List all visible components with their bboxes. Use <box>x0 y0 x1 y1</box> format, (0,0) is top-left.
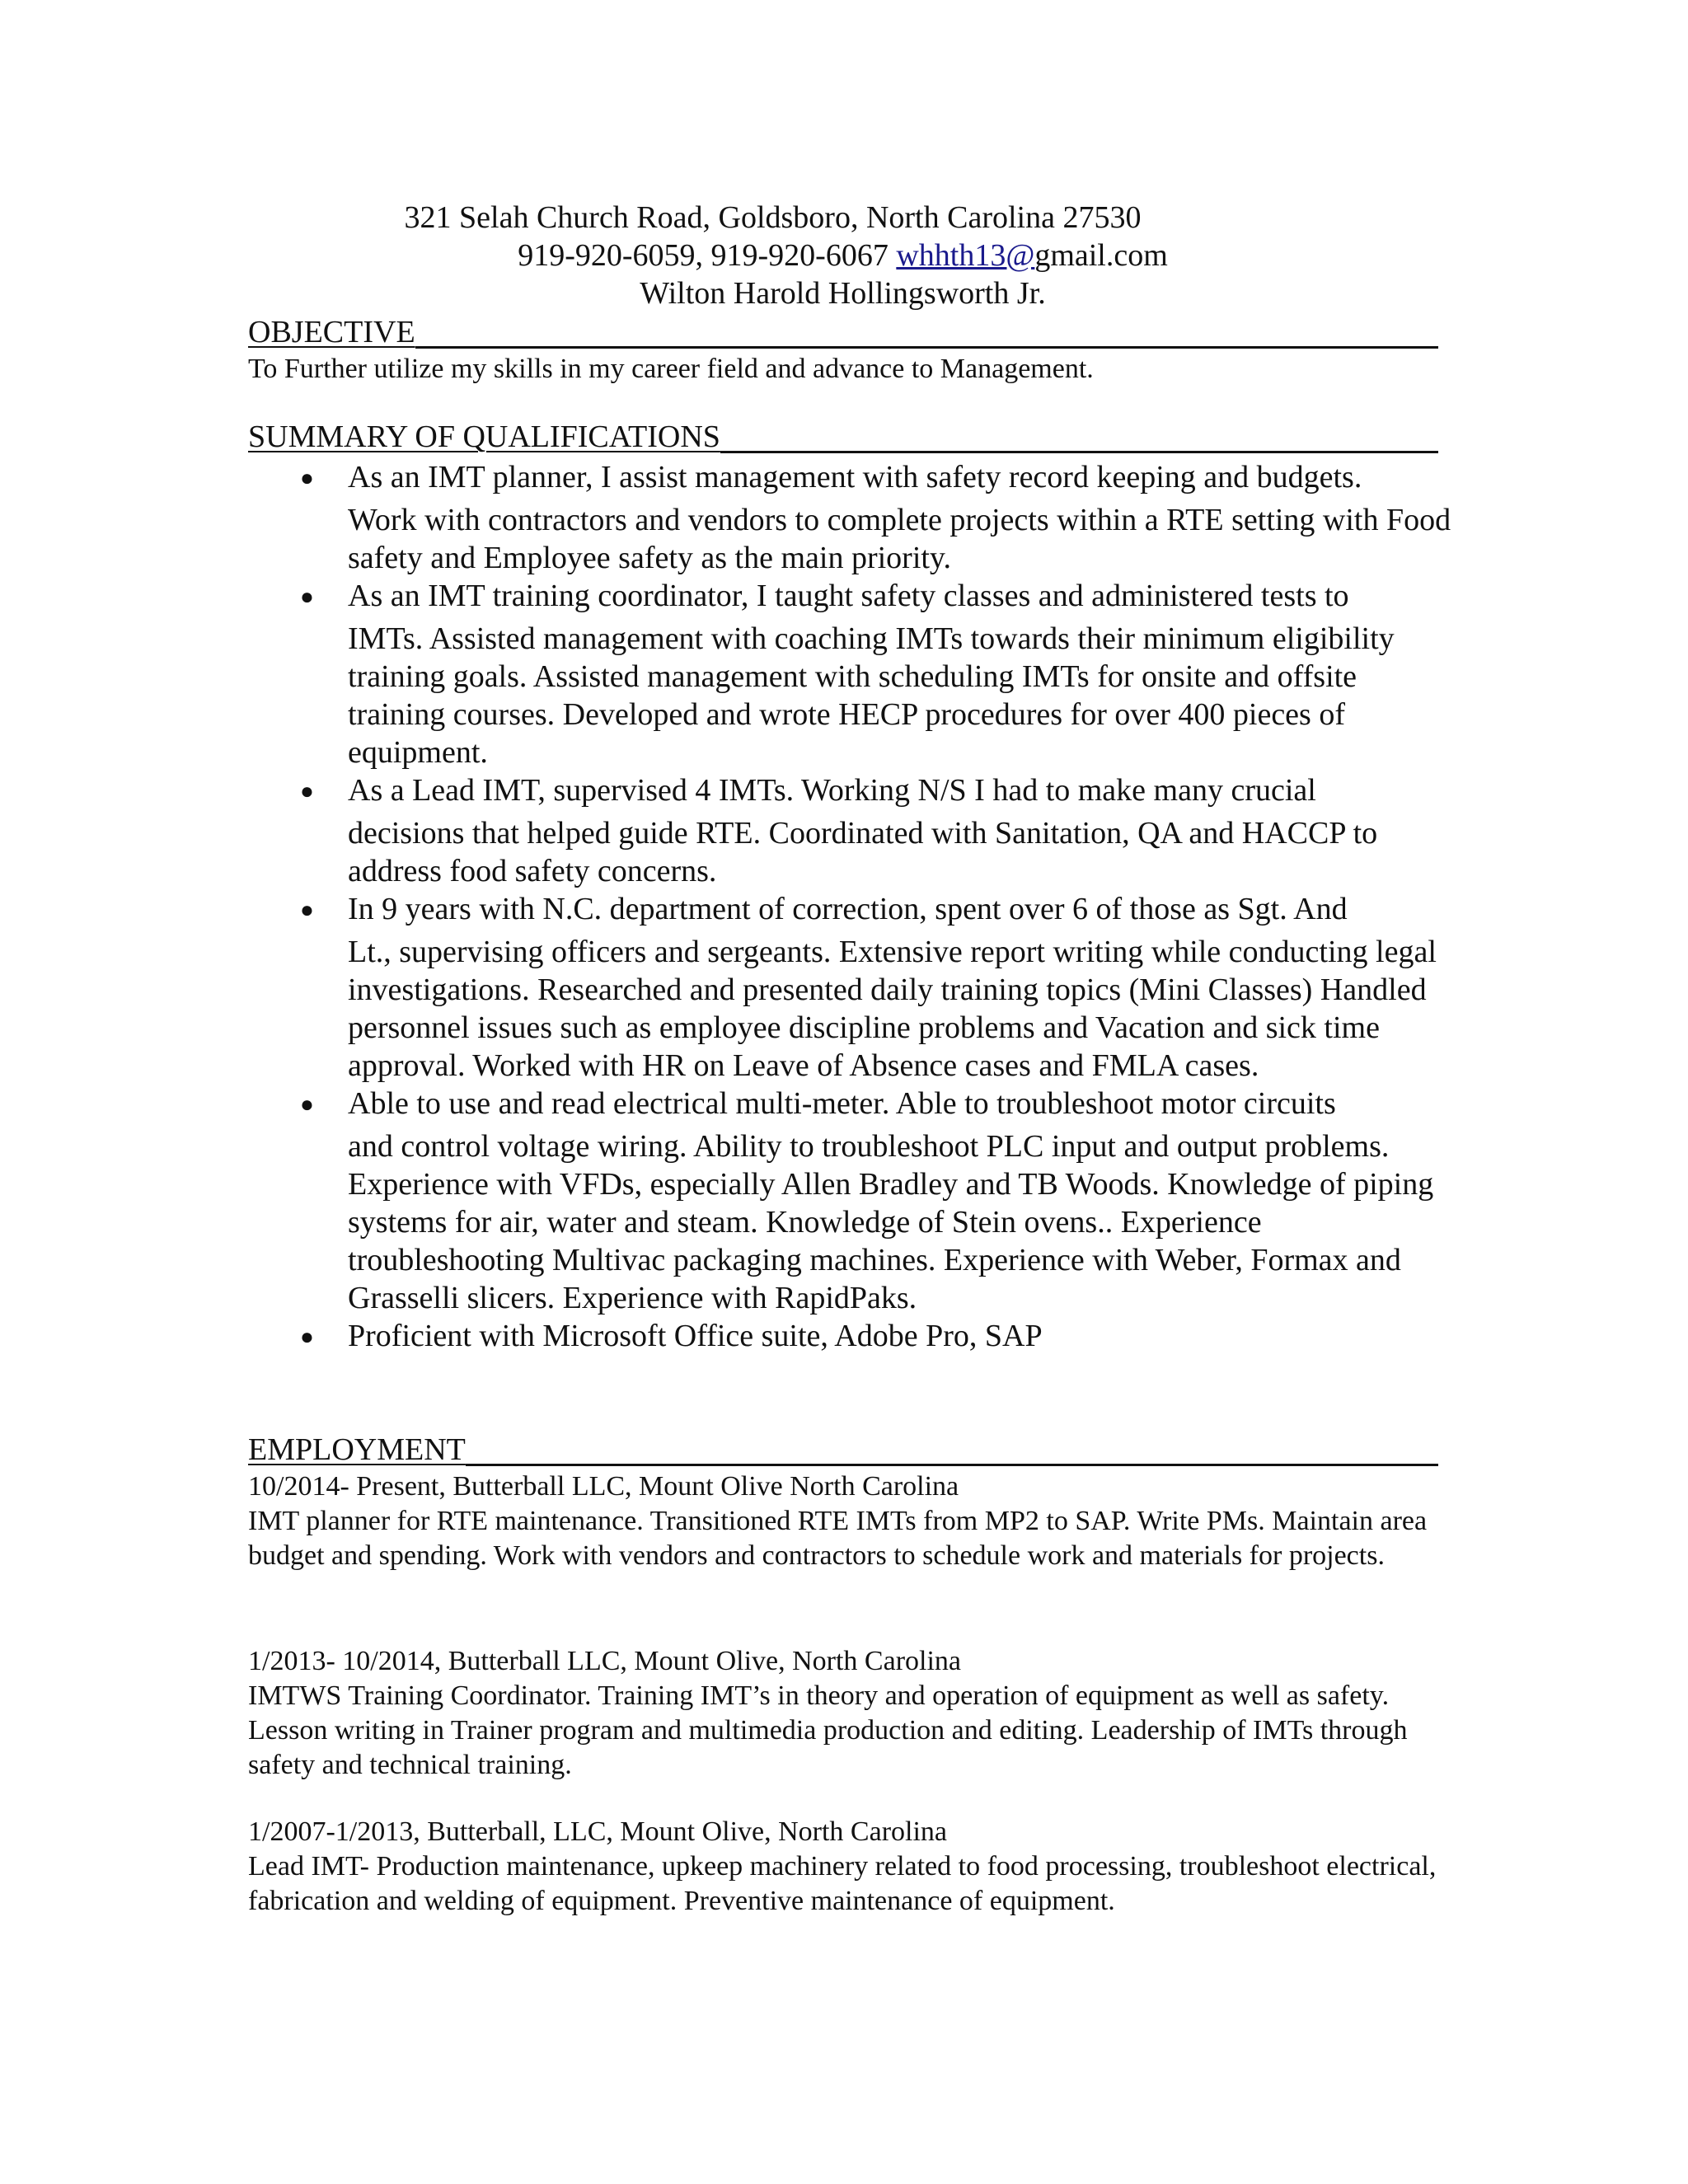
list-item <box>248 1317 1451 1355</box>
qualifications-list <box>248 458 1451 1355</box>
list-item-continuation: Work with contractors and vendors to complete projects within a RTE setting with Food safety and Employee safety as the main priority. <box>348 503 1451 575</box>
qualifications-heading-rule <box>720 450 1438 453</box>
job-title: 1/2007-1/2013, Butterball, LLC, Mount Olive, North Carolina <box>248 1816 948 1847</box>
objective-heading <box>248 314 1438 350</box>
bullet-icon: ● <box>300 466 314 491</box>
job-entry-1 <box>248 1469 1443 1573</box>
list-item <box>248 1085 1451 1317</box>
bullet-icon: ● <box>300 898 314 923</box>
employment-heading <box>248 1432 1438 1468</box>
list-item <box>248 771 1451 890</box>
job-title: 10/2014- Present, Butterball LLC, Mount Olive North Carolina <box>248 1471 959 1502</box>
list-item <box>248 577 1451 771</box>
qualifications-heading-label: SUMMARY OF QUALIFICATIONS <box>248 419 720 454</box>
objective-text: To Further utilize my skills in my career field and advance to Management. <box>248 354 1094 384</box>
email-domain: gmail.com <box>1034 238 1168 273</box>
phone-numbers: 919-920-6059, 919-920-6067 <box>518 238 897 273</box>
full-name: Wilton Harold Hollingsworth Jr. <box>640 276 1046 311</box>
job-entry-2 <box>248 1644 1443 1783</box>
employment-heading-rule <box>466 1463 1438 1466</box>
objective-heading-label: OBJECTIVE <box>248 315 415 349</box>
qualifications-heading <box>248 419 1438 455</box>
contact-line <box>247 237 1438 274</box>
employment-heading-label: EMPLOYMENT <box>248 1432 466 1467</box>
contact-header <box>247 199 1438 312</box>
list-item-first-line: Proficient with Microsoft Office suite, Adobe Pro, SAP <box>348 1319 1043 1353</box>
list-item-continuation: and control voltage wiring. Ability to troubleshoot PLC input and output problems. Experience with VFDs, especially Allen Bradley and TB Woods. Knowledge of piping systems for air, water and steam. Knowledge of Stein ovens.. Experience troubleshooting Multivac packaging machines. Experience with Weber, Formax and Grasselli slicers. Experience with RapidPaks. <box>348 1129 1434 1315</box>
list-item-first-line: As an IMT planner, I assist management with safety record keeping and budgets. <box>348 460 1362 494</box>
job-description: IMT planner for RTE maintenance. Transitioned RTE IMTs from MP2 to SAP. Write PMs. Maintain area budget and spending. Work with vendors and contractors to schedule work and materials for projects. <box>248 1506 1428 1571</box>
list-item-first-line: Able to use and read electrical multi-meter. Able to troubleshoot motor circuits <box>348 1086 1336 1121</box>
bullet-icon: ● <box>300 1092 314 1118</box>
list-item-first-line: As an IMT training coordinator, I taught safety classes and administered tests to <box>348 579 1349 613</box>
list-item-first-line: In 9 years with N.C. department of correction, spent over 6 of those as Sgt. And <box>348 892 1348 926</box>
bullet-icon: ● <box>300 1324 314 1350</box>
list-item-continuation: decisions that helped guide RTE. Coordinated with Sanitation, QA and HACCP to address food safety concerns. <box>348 816 1378 888</box>
email-link[interactable]: whhth13@ <box>896 238 1035 273</box>
list-item <box>248 458 1451 577</box>
address-line: 321 Selah Church Road, Goldsboro, North Carolina 27530 <box>404 200 1142 235</box>
list-item-continuation: Lt., supervising officers and sergeants. Extensive report writing while conducting legal investigations. Researched and presented daily training topics (Mini Classes) Handled personnel issues such as employee discipline problems and Vacation and sick time approval. Worked with HR on Leave of Absence cases and FMLA cases. <box>348 935 1437 1083</box>
bullet-icon: ● <box>300 779 314 804</box>
objective-heading-rule <box>415 345 1438 349</box>
job-entry-3 <box>248 1815 1443 1919</box>
list-item <box>248 890 1451 1085</box>
job-description: Lead IMT- Production maintenance, upkeep machinery related to food processing, troubleshoot electrical, fabrication and welding of equipment. Preventive maintenance of equipment. <box>248 1851 1437 1916</box>
list-item-continuation: IMTs. Assisted management with coaching IMTs towards their minimum eligibility training goals. Assisted management with scheduling IMTs for onsite and offsite training courses. Developed and wrote HECP procedures for over 400 pieces of equipment. <box>348 621 1395 770</box>
job-description: IMTWS Training Coordinator. Training IMT’s in theory and operation of equipment as well as safety. Lesson writing in Trainer program and multimedia production and editing. Leadership of IMTs through safety and technical training. <box>248 1680 1408 1780</box>
list-item-first-line: As a Lead IMT, supervised 4 IMTs. Working N/S I had to make many crucial <box>348 773 1316 808</box>
bullet-icon: ● <box>300 584 314 610</box>
job-title: 1/2013- 10/2014, Butterball LLC, Mount Olive, North Carolina <box>248 1646 962 1676</box>
